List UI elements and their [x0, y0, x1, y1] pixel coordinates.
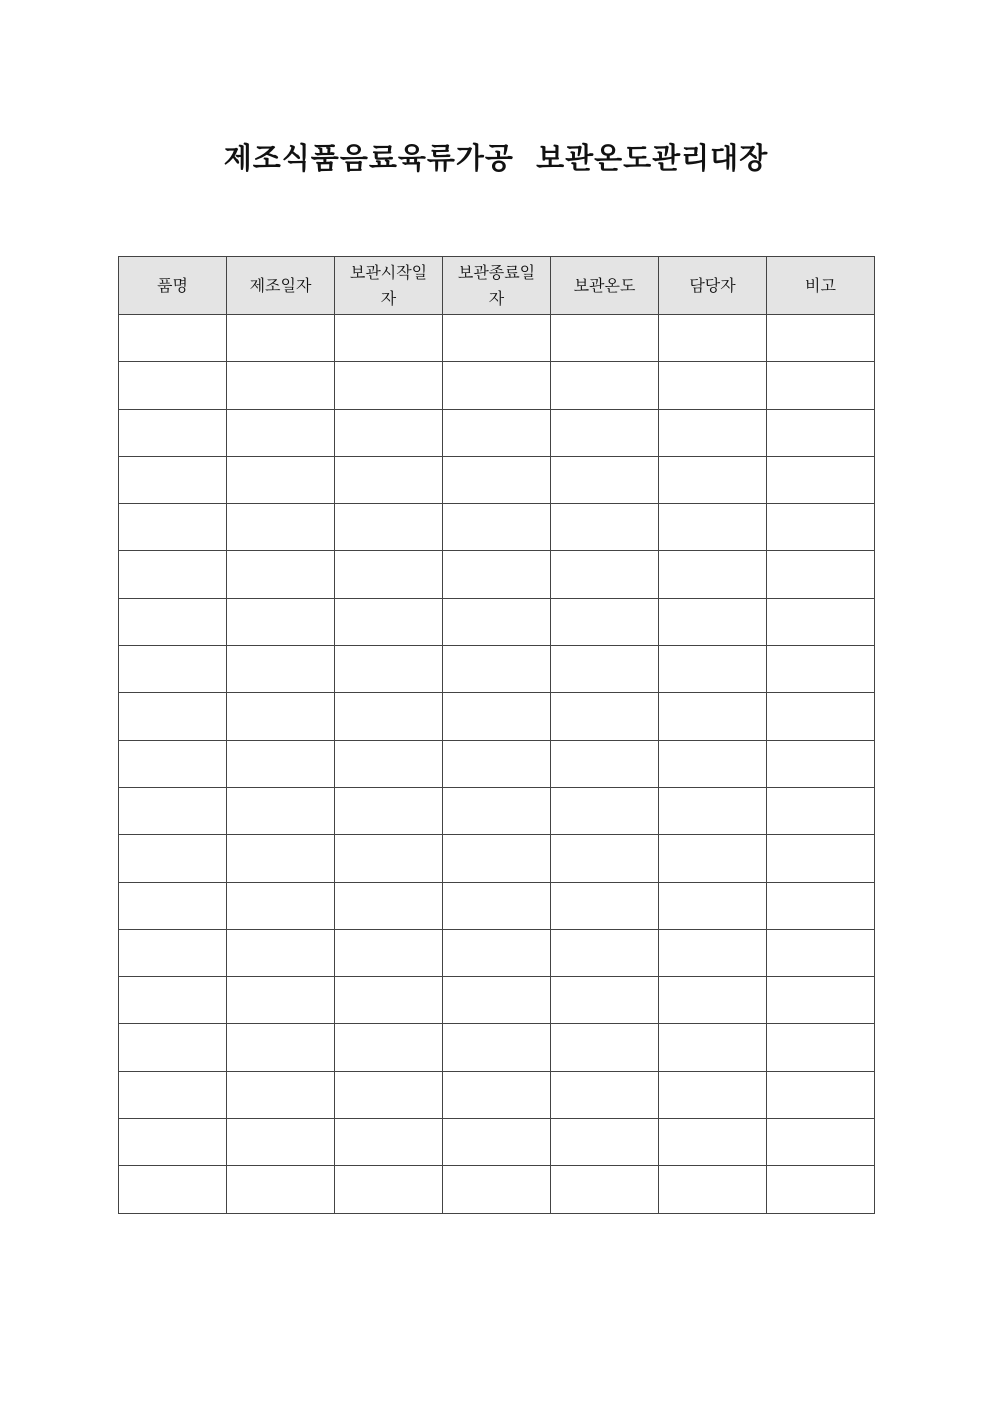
- table-row: [119, 646, 875, 693]
- cell-storage-start-date[interactable]: [335, 551, 443, 598]
- table-row: [119, 1071, 875, 1118]
- cell-person-in-charge[interactable]: [659, 456, 767, 503]
- cell-remarks[interactable]: [767, 740, 875, 787]
- cell-person-in-charge[interactable]: [659, 1071, 767, 1118]
- cell-storage-temperature[interactable]: [551, 409, 659, 456]
- cell-person-in-charge[interactable]: [659, 1024, 767, 1071]
- table-row: [119, 693, 875, 740]
- cell-storage-end-date[interactable]: [443, 882, 551, 929]
- cell-manufacture-date[interactable]: [227, 1166, 335, 1213]
- cell-manufacture-date[interactable]: [227, 646, 335, 693]
- table-row: [119, 1166, 875, 1213]
- cell-person-in-charge[interactable]: [659, 693, 767, 740]
- cell-storage-temperature[interactable]: [551, 551, 659, 598]
- cell-storage-end-date[interactable]: [443, 693, 551, 740]
- cell-person-in-charge[interactable]: [659, 929, 767, 976]
- cell-item-name[interactable]: [119, 1119, 227, 1166]
- table-row: [119, 456, 875, 503]
- cell-item-name[interactable]: [119, 646, 227, 693]
- cell-manufacture-date[interactable]: [227, 882, 335, 929]
- cell-storage-end-date[interactable]: [443, 409, 551, 456]
- cell-remarks[interactable]: [767, 551, 875, 598]
- cell-storage-end-date[interactable]: [443, 598, 551, 645]
- column-header-storage-temperature: 보관온도: [551, 257, 659, 315]
- column-header-storage-start-date: 보관시작일자: [335, 257, 443, 315]
- cell-manufacture-date[interactable]: [227, 551, 335, 598]
- cell-person-in-charge[interactable]: [659, 362, 767, 409]
- cell-storage-start-date[interactable]: [335, 1024, 443, 1071]
- cell-storage-start-date[interactable]: [335, 646, 443, 693]
- table-body: [119, 315, 875, 1214]
- cell-item-name[interactable]: [119, 693, 227, 740]
- cell-person-in-charge[interactable]: [659, 882, 767, 929]
- cell-remarks[interactable]: [767, 1071, 875, 1118]
- cell-storage-end-date[interactable]: [443, 551, 551, 598]
- cell-manufacture-date[interactable]: [227, 740, 335, 787]
- cell-manufacture-date[interactable]: [227, 1024, 335, 1071]
- table-row: [119, 1024, 875, 1071]
- cell-storage-end-date[interactable]: [443, 1166, 551, 1213]
- cell-storage-temperature[interactable]: [551, 835, 659, 882]
- cell-storage-end-date[interactable]: [443, 977, 551, 1024]
- cell-storage-end-date[interactable]: [443, 646, 551, 693]
- cell-manufacture-date[interactable]: [227, 1071, 335, 1118]
- cell-manufacture-date[interactable]: [227, 409, 335, 456]
- cell-storage-temperature[interactable]: [551, 504, 659, 551]
- cell-storage-start-date[interactable]: [335, 598, 443, 645]
- cell-storage-start-date[interactable]: [335, 693, 443, 740]
- cell-item-name[interactable]: [119, 1166, 227, 1213]
- cell-remarks[interactable]: [767, 315, 875, 362]
- cell-remarks[interactable]: [767, 929, 875, 976]
- table-header: [119, 257, 875, 315]
- cell-remarks[interactable]: [767, 835, 875, 882]
- cell-storage-start-date[interactable]: [335, 929, 443, 976]
- cell-storage-end-date[interactable]: [443, 787, 551, 834]
- cell-storage-end-date[interactable]: [443, 1024, 551, 1071]
- table-row: [119, 977, 875, 1024]
- cell-item-name[interactable]: [119, 504, 227, 551]
- table-row: [119, 315, 875, 362]
- cell-storage-end-date[interactable]: [443, 835, 551, 882]
- cell-remarks[interactable]: [767, 456, 875, 503]
- cell-storage-start-date[interactable]: [335, 456, 443, 503]
- cell-remarks[interactable]: [767, 409, 875, 456]
- cell-remarks[interactable]: [767, 598, 875, 645]
- cell-manufacture-date[interactable]: [227, 693, 335, 740]
- table-row: [119, 551, 875, 598]
- table-row: [119, 740, 875, 787]
- cell-storage-start-date[interactable]: [335, 740, 443, 787]
- table-row: [119, 835, 875, 882]
- column-header-person-in-charge: 담당자: [659, 257, 767, 315]
- cell-remarks[interactable]: [767, 693, 875, 740]
- cell-remarks[interactable]: [767, 977, 875, 1024]
- cell-person-in-charge[interactable]: [659, 504, 767, 551]
- cell-storage-start-date[interactable]: [335, 977, 443, 1024]
- cell-item-name[interactable]: [119, 362, 227, 409]
- cell-item-name[interactable]: [119, 787, 227, 834]
- cell-storage-end-date[interactable]: [443, 362, 551, 409]
- cell-person-in-charge[interactable]: [659, 787, 767, 834]
- cell-remarks[interactable]: [767, 1166, 875, 1213]
- cell-storage-end-date[interactable]: [443, 1071, 551, 1118]
- cell-storage-start-date[interactable]: [335, 787, 443, 834]
- header-row: [119, 257, 875, 315]
- cell-remarks[interactable]: [767, 882, 875, 929]
- cell-storage-temperature[interactable]: [551, 1166, 659, 1213]
- cell-storage-start-date[interactable]: [335, 315, 443, 362]
- cell-item-name[interactable]: [119, 740, 227, 787]
- cell-item-name[interactable]: [119, 835, 227, 882]
- column-header-item-name: 품명: [119, 257, 227, 315]
- cell-item-name[interactable]: [119, 929, 227, 976]
- table-row: [119, 362, 875, 409]
- cell-person-in-charge[interactable]: [659, 1166, 767, 1213]
- cell-person-in-charge[interactable]: [659, 646, 767, 693]
- table-row: [119, 929, 875, 976]
- cell-storage-start-date[interactable]: [335, 882, 443, 929]
- cell-remarks[interactable]: [767, 1024, 875, 1071]
- cell-remarks[interactable]: [767, 504, 875, 551]
- cell-storage-temperature[interactable]: [551, 787, 659, 834]
- cell-storage-start-date[interactable]: [335, 1166, 443, 1213]
- table-row: [119, 409, 875, 456]
- cell-remarks[interactable]: [767, 1119, 875, 1166]
- cell-manufacture-date[interactable]: [227, 504, 335, 551]
- cell-storage-end-date[interactable]: [443, 1119, 551, 1166]
- cell-storage-temperature[interactable]: [551, 646, 659, 693]
- cell-manufacture-date[interactable]: [227, 977, 335, 1024]
- table-row: [119, 504, 875, 551]
- cell-remarks[interactable]: [767, 646, 875, 693]
- cell-storage-start-date[interactable]: [335, 362, 443, 409]
- cell-person-in-charge[interactable]: [659, 1119, 767, 1166]
- cell-storage-end-date[interactable]: [443, 315, 551, 362]
- cell-manufacture-date[interactable]: [227, 362, 335, 409]
- document-title: 제조식품음료육류가공 보관온도관리대장: [223, 141, 769, 175]
- cell-storage-temperature[interactable]: [551, 362, 659, 409]
- cell-storage-temperature[interactable]: [551, 977, 659, 1024]
- cell-storage-temperature[interactable]: [551, 929, 659, 976]
- cell-person-in-charge[interactable]: [659, 835, 767, 882]
- cell-storage-start-date[interactable]: [335, 504, 443, 551]
- cell-storage-temperature[interactable]: [551, 456, 659, 503]
- cell-item-name[interactable]: [119, 1024, 227, 1071]
- cell-person-in-charge[interactable]: [659, 598, 767, 645]
- cell-item-name[interactable]: [119, 456, 227, 503]
- table-row: [119, 882, 875, 929]
- cell-item-name[interactable]: [119, 882, 227, 929]
- cell-storage-temperature[interactable]: [551, 598, 659, 645]
- cell-item-name[interactable]: [119, 1071, 227, 1118]
- table-row: [119, 787, 875, 834]
- cell-storage-temperature[interactable]: [551, 1119, 659, 1166]
- cell-manufacture-date[interactable]: [227, 598, 335, 645]
- cell-storage-end-date[interactable]: [443, 740, 551, 787]
- cell-remarks[interactable]: [767, 362, 875, 409]
- column-header-storage-end-date: 보관종료일자: [443, 257, 551, 315]
- cell-item-name[interactable]: [119, 551, 227, 598]
- cell-item-name[interactable]: [119, 409, 227, 456]
- cell-item-name[interactable]: [119, 977, 227, 1024]
- cell-storage-start-date[interactable]: [335, 1071, 443, 1118]
- cell-storage-start-date[interactable]: [335, 1119, 443, 1166]
- cell-manufacture-date[interactable]: [227, 787, 335, 834]
- cell-manufacture-date[interactable]: [227, 835, 335, 882]
- column-header-manufacture-date: 제조일자: [227, 257, 335, 315]
- cell-storage-temperature[interactable]: [551, 1071, 659, 1118]
- cell-manufacture-date[interactable]: [227, 929, 335, 976]
- table-row: [119, 598, 875, 645]
- cell-storage-end-date[interactable]: [443, 929, 551, 976]
- cell-storage-temperature[interactable]: [551, 740, 659, 787]
- cell-manufacture-date[interactable]: [227, 456, 335, 503]
- cell-person-in-charge[interactable]: [659, 740, 767, 787]
- cell-storage-end-date[interactable]: [443, 456, 551, 503]
- cell-person-in-charge[interactable]: [659, 409, 767, 456]
- cell-manufacture-date[interactable]: [227, 315, 335, 362]
- cell-person-in-charge[interactable]: [659, 315, 767, 362]
- cell-storage-temperature[interactable]: [551, 693, 659, 740]
- cell-storage-temperature[interactable]: [551, 315, 659, 362]
- cell-remarks[interactable]: [767, 787, 875, 834]
- cell-person-in-charge[interactable]: [659, 977, 767, 1024]
- cell-item-name[interactable]: [119, 315, 227, 362]
- cell-storage-start-date[interactable]: [335, 835, 443, 882]
- cell-manufacture-date[interactable]: [227, 1119, 335, 1166]
- cell-storage-temperature[interactable]: [551, 882, 659, 929]
- cell-storage-start-date[interactable]: [335, 409, 443, 456]
- table-row: [119, 1119, 875, 1166]
- column-header-remarks: 비고: [767, 257, 875, 315]
- cell-storage-end-date[interactable]: [443, 504, 551, 551]
- cell-storage-temperature[interactable]: [551, 1024, 659, 1071]
- cell-item-name[interactable]: [119, 598, 227, 645]
- cell-person-in-charge[interactable]: [659, 551, 767, 598]
- temperature-ledger-table: [118, 256, 875, 1214]
